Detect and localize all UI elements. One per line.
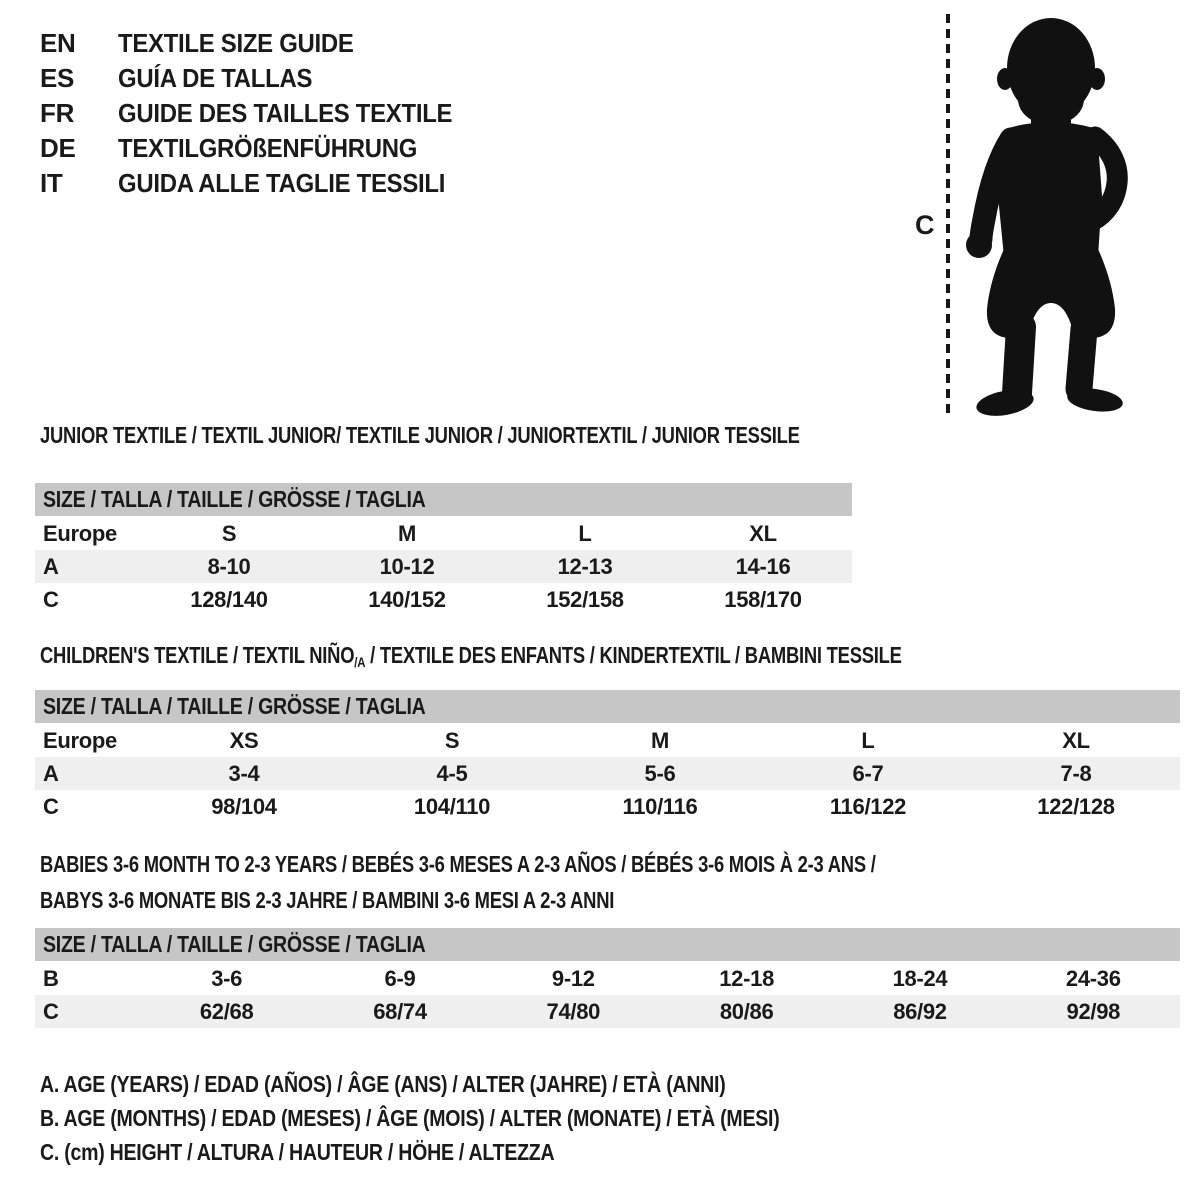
- children-section-title: [40, 642, 1117, 671]
- height-measure-label: C: [915, 210, 935, 240]
- language-code: FR: [40, 98, 75, 128]
- table-cell: 14-16: [735, 553, 791, 579]
- children-size-table: [35, 690, 1180, 823]
- table-cell: XS: [229, 727, 259, 753]
- language-code: ES: [40, 63, 75, 93]
- babies-size-table: [35, 928, 1180, 1028]
- table-cell: 116/122: [829, 793, 907, 819]
- junior-section-title: [40, 422, 990, 449]
- table-cell: 128/140: [190, 586, 268, 612]
- junior-section-title-text: JUNIOR TEXTILE / TEXTIL JUNIOR/ TEXTILE JUNIOR / JUNIORTEXTIL / JUNIOR TESSILE: [40, 422, 800, 448]
- table-cell: 122/128: [1037, 793, 1115, 819]
- babies-title-line1: BABIES 3-6 MONTH TO 2-3 YEARS / BEBÉS 3-6 MESES A 2-3 AÑOS / BÉBÉS 3-6 MOIS À 2-3 ANS /: [40, 851, 876, 877]
- table-row-height: [35, 583, 852, 616]
- language-row-de: [40, 131, 481, 166]
- row-label: A: [43, 760, 59, 786]
- guide-title-de: TEXTILGRÖßENFÜHRUNG: [118, 133, 418, 163]
- table-cell: S: [444, 727, 460, 753]
- table-cell: XL: [749, 520, 777, 546]
- table-cell: 152/158: [546, 586, 624, 612]
- table-cell: 5-6: [644, 760, 676, 786]
- table-cell: 92/98: [1066, 998, 1121, 1024]
- legend-line-a: [40, 1067, 910, 1101]
- table-cell: 98/104: [211, 793, 277, 819]
- table-row-height: [35, 790, 1180, 823]
- table-cell: 6-9: [384, 965, 416, 991]
- table-cell: 12-18: [719, 965, 775, 991]
- table-cell: M: [397, 520, 417, 546]
- size-header-label: SIZE / TALLA / TAILLE / GRÖSSE / TAGLIA: [43, 693, 426, 719]
- table-cell: L: [578, 520, 592, 546]
- children-title-rest: / TEXTILE DES ENFANTS / KINDERTEXTIL / BAMBINI TESSILE: [365, 642, 902, 668]
- table-cell: 140/152: [368, 586, 446, 612]
- size-header-label: SIZE / TALLA / TAILLE / GRÖSSE / TAGLIA: [43, 486, 426, 512]
- children-section-title-text: [40, 642, 902, 671]
- legend-line-a-text: A. AGE (YEARS) / EDAD (AÑOS) / ÂGE (ANS) / ALTER (JAHRE) / ETÀ (ANNI): [40, 1071, 726, 1097]
- language-code: EN: [40, 28, 76, 58]
- table-cell: M: [650, 727, 670, 753]
- table-cell: 8-10: [207, 553, 251, 579]
- guide-title-en: TEXTILE SIZE GUIDE: [118, 28, 354, 58]
- row-label: C: [43, 586, 59, 612]
- row-label: B: [43, 965, 59, 991]
- row-label: Europe: [43, 727, 117, 753]
- guide-title-fr: GUIDE DES TAILLES TEXTILE: [118, 98, 453, 128]
- legend-line-b: [40, 1101, 910, 1135]
- language-title-list: [40, 26, 481, 201]
- language-row-es: [40, 61, 481, 96]
- height-measure-dashed-line: [946, 14, 950, 416]
- language-row-fr: [40, 96, 481, 131]
- table-cell: 4-5: [436, 760, 468, 786]
- legend-line-c-text: C. (cm) HEIGHT / ALTURA / HAUTEUR / HÖHE / ALTEZZA: [40, 1139, 555, 1165]
- table-cell: 10-12: [379, 553, 435, 579]
- table-cell: 104/110: [413, 793, 491, 819]
- table-row-age: [35, 757, 1180, 790]
- row-label: C: [43, 793, 59, 819]
- row-label: Europe: [43, 520, 117, 546]
- table-cell: 3-6: [211, 965, 243, 991]
- table-cell: 68/74: [373, 998, 427, 1024]
- table-cell: 62/68: [199, 998, 254, 1024]
- table-cell: 6-7: [852, 760, 884, 786]
- table-row-europe: [35, 517, 852, 550]
- table-cell: 110/116: [622, 793, 698, 819]
- babies-section-title: [40, 846, 1085, 918]
- measurement-legend: [40, 1067, 910, 1169]
- table-row-age-months: [35, 962, 1180, 995]
- language-row-en: [40, 26, 481, 61]
- legend-line-c: [40, 1135, 910, 1169]
- guide-title-it: GUIDA ALLE TAGLIE TESSILI: [118, 168, 446, 198]
- language-code: DE: [40, 133, 76, 163]
- table-cell: 12-13: [557, 553, 613, 579]
- table-cell: 9-12: [551, 965, 595, 991]
- table-row-europe: [35, 724, 1180, 757]
- junior-size-table: [35, 483, 852, 616]
- table-cell: 86/92: [893, 998, 947, 1024]
- table-row-age: [35, 550, 852, 583]
- language-code: IT: [40, 168, 63, 198]
- legend-line-b-text: B. AGE (MONTHS) / EDAD (MESES) / ÂGE (MOIS) / ALTER (MONATE) / ETÀ (MESI): [40, 1105, 780, 1131]
- table-cell: 158/170: [724, 586, 802, 612]
- table-cell: 80/86: [719, 998, 774, 1024]
- table-cell: L: [861, 727, 875, 753]
- table-cell: 18-24: [892, 965, 948, 991]
- table-cell: 74/80: [546, 998, 601, 1024]
- guide-title-es: GUÍA DE TALLAS: [118, 63, 313, 93]
- table-cell: 7-8: [1060, 760, 1092, 786]
- toddler-silhouette-figure: [955, 11, 1140, 421]
- children-title-subscript: /A: [354, 654, 366, 671]
- table-cell: S: [221, 520, 237, 546]
- language-row-it: [40, 166, 481, 201]
- table-cell: 24-36: [1065, 965, 1121, 991]
- table-cell: 3-4: [228, 760, 260, 786]
- table-row-height: [35, 995, 1180, 1028]
- row-label: C: [43, 998, 59, 1024]
- size-header-label: SIZE / TALLA / TAILLE / GRÖSSE / TAGLIA: [43, 931, 426, 957]
- children-title-main: CHILDREN'S TEXTILE / TEXTIL NIÑO: [40, 642, 355, 668]
- junior-size-header-band: [35, 483, 852, 516]
- row-label: A: [43, 553, 59, 579]
- children-size-header-band: [35, 690, 1180, 723]
- babies-title-line2: BABYS 3-6 MONATE BIS 2-3 JAHRE / BAMBINI 3-6 MESI A 2-3 ANNI: [40, 887, 615, 913]
- table-cell: XL: [1062, 727, 1090, 753]
- babies-size-header-band: [35, 928, 1180, 961]
